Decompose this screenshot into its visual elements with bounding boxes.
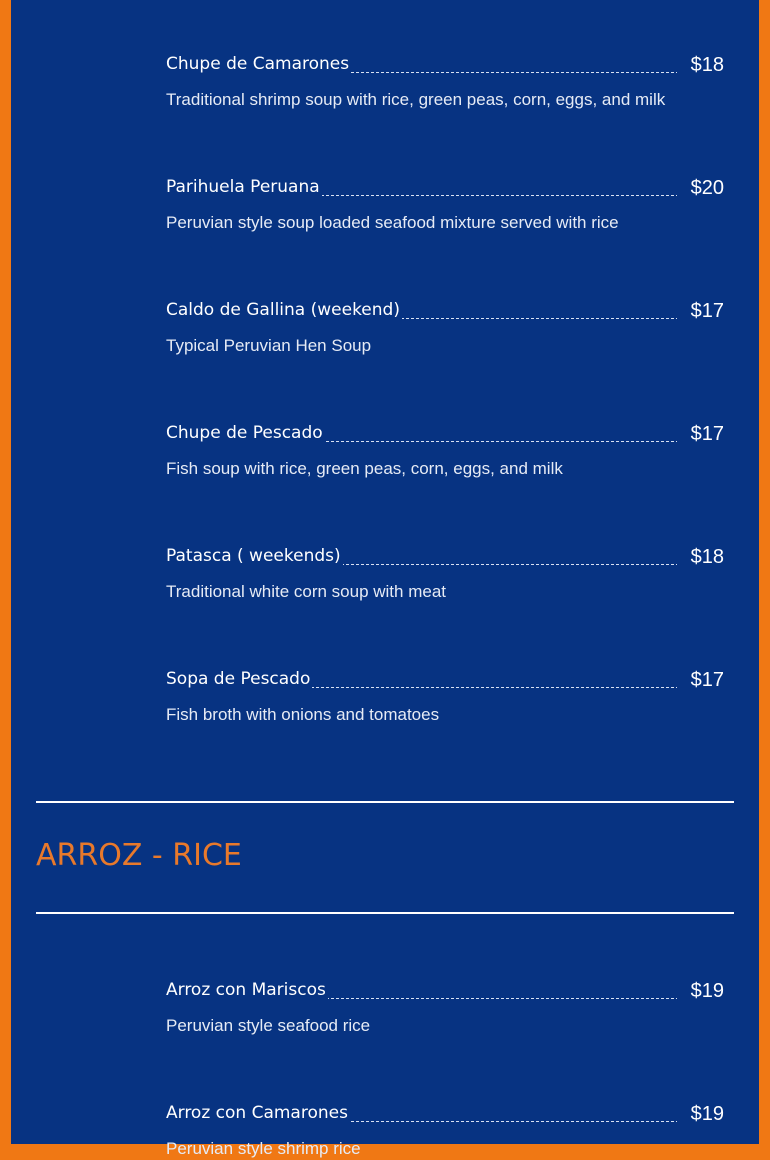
menu-item-name: Sopa de Pescado: [166, 669, 311, 689]
menu-item-description: Traditional white corn soup with meat: [166, 582, 447, 601]
menu-item-header: [166, 1094, 724, 1124]
menu-item-header: [166, 291, 724, 321]
menu-item-price: $19: [677, 979, 724, 1003]
section-title: ARROZ - RICE: [36, 838, 242, 873]
menu-item-name: Caldo de Gallina (weekend): [166, 300, 400, 320]
section-divider-bottom: [36, 912, 734, 914]
menu-item-name: Arroz con Mariscos: [166, 980, 326, 1000]
menu-item-price: $18: [677, 53, 724, 77]
menu-item-name: Patasca ( weekends): [166, 546, 341, 566]
menu-item-header: [166, 660, 724, 690]
menu-page: [11, 0, 759, 1158]
menu-item-price: $19: [677, 1102, 724, 1126]
menu-item-description: Typical Peruvian Hen Soup: [166, 336, 372, 355]
menu-item-description: Traditional shrimp soup with rice, green peas, corn, eggs, and milk: [166, 90, 666, 109]
menu-item-price: $18: [677, 545, 724, 569]
menu-item-description: Peruvian style soup loaded seafood mixture served with rice: [166, 213, 619, 232]
menu-item-description: Fish soup with rice, green peas, corn, eggs, and milk: [166, 459, 563, 478]
menu-item-header: [166, 45, 724, 75]
menu-item-description: Peruvian style shrimp rice: [166, 1139, 361, 1158]
menu-item-description: Fish broth with onions and tomatoes: [166, 705, 440, 724]
menu-item-header: [166, 168, 724, 198]
menu-item-header: [166, 537, 724, 567]
menu-item-header: [166, 414, 724, 444]
menu-item-name: Arroz con Camarones: [166, 1103, 348, 1123]
menu-item-price: $17: [677, 668, 724, 692]
menu-item-name: Parihuela Peruana: [166, 177, 320, 197]
menu-item-header: [166, 971, 724, 1001]
menu-item-price: $20: [677, 176, 724, 200]
menu-item-description: Peruvian style seafood rice: [166, 1016, 371, 1035]
menu-item-price: $17: [677, 422, 724, 446]
menu-item-price: $17: [677, 299, 724, 323]
menu-item-name: Chupe de Pescado: [166, 423, 323, 443]
section-divider-top: [36, 801, 734, 803]
menu-item-name: Chupe de Camarones: [166, 54, 350, 74]
